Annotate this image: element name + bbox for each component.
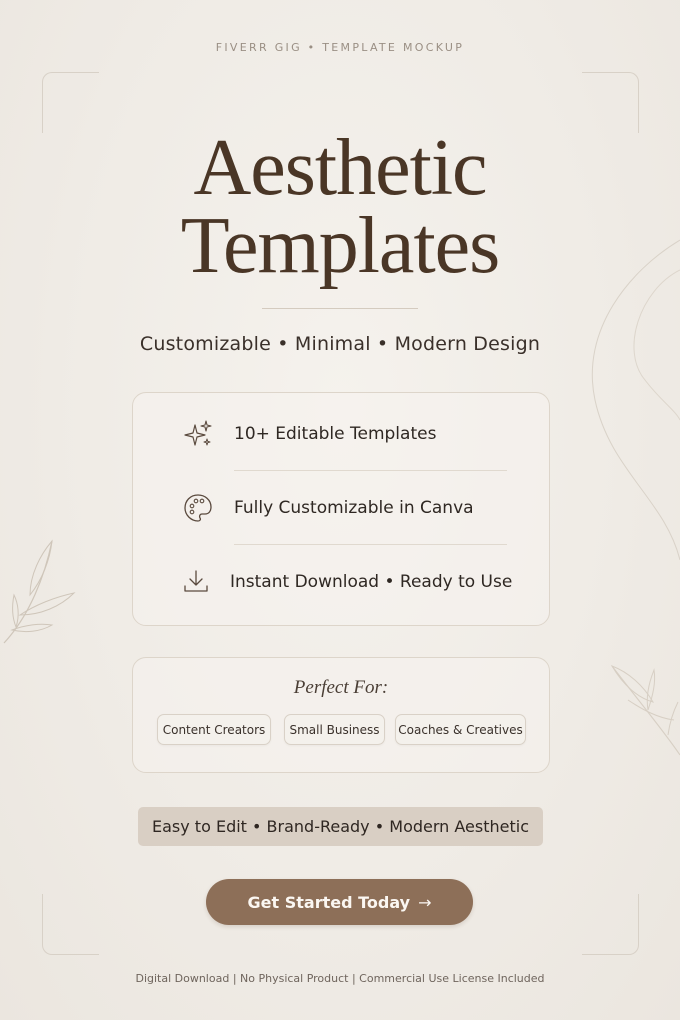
audience-chip: Small Business	[284, 714, 385, 745]
eyebrow-label: FIVERR GIG • TEMPLATE MOCKUP	[215, 41, 465, 54]
arrow-right-icon: →	[418, 892, 432, 912]
corner-bracket-bottom-left	[42, 894, 99, 955]
audience-chip: Coaches & Creatives	[395, 714, 526, 745]
benefits-banner: Easy to Edit • Brand-Ready • Modern Aesthetic	[138, 807, 543, 846]
download-icon	[181, 565, 211, 599]
leaf-sprig-left-icon	[0, 535, 80, 650]
footer-note: Digital Download | No Physical Product | Commercial Use License Included	[135, 972, 545, 985]
page-title-line-2: Templates	[180, 202, 500, 290]
leaf-sprig-right-icon	[608, 660, 680, 760]
palette-icon	[181, 491, 215, 525]
perfect-for-card	[132, 657, 550, 773]
feature-label: 10+ Editable Templates	[234, 424, 437, 444]
feature-item	[181, 471, 507, 545]
sparkle-icon	[181, 417, 215, 451]
corner-bracket-bottom-right	[582, 894, 639, 955]
perfect-for-title: Perfect For:	[293, 677, 389, 698]
get-started-label: Get Started Today	[247, 892, 411, 912]
subtitle: Customizable • Minimal • Modern Design	[139, 333, 541, 355]
corner-bracket-top-left	[42, 72, 99, 133]
feature-item	[181, 545, 513, 619]
page-title-line-1: Aesthetic	[193, 124, 487, 212]
get-started-button[interactable]	[206, 879, 473, 925]
title-divider	[262, 308, 418, 309]
audience-chip: Content Creators	[157, 714, 271, 745]
features-card	[132, 392, 550, 626]
corner-bracket-top-right	[582, 72, 639, 133]
feature-item	[181, 397, 507, 471]
feature-label: Instant Download • Ready to Use	[230, 572, 513, 592]
feature-label: Fully Customizable in Canva	[234, 498, 474, 518]
